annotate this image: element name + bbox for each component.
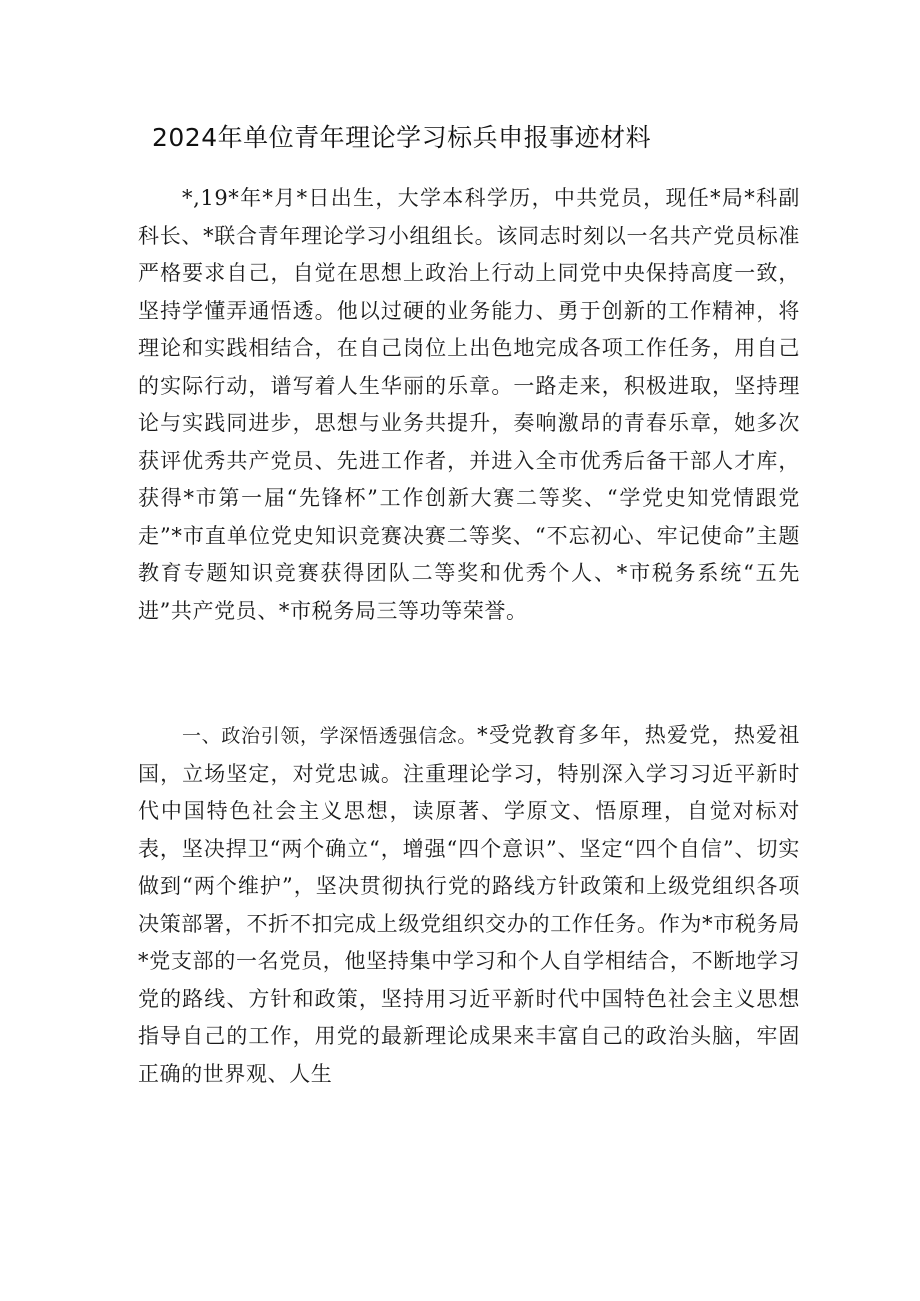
section-1-body: *受党教育多年，热爱党，热爱祖国，立场坚定，对党忠诚。注重理论学习，特别深入学习习近平新时代中国特色社会主义思想，读原著、学原文、悟原理，自觉对标对表，坚决捍卫“两个确立“，增强“四个意识”、坚定“四个自信”、切实做到“两个维护”，坚决贯彻执行党的路线方针政策和上级党组织各项决策部署，不折不扣完成上级党组织交办的工作任务。作为*市税务局*党支部的一名党员，他坚持集中学习和个人自学相结合，不断地学习党的路线、方针和政策，坚持用习近平新时代中国特色社会主义思想指导自己的工作，用党的最新理论成果来丰富自己的政治头脑，牢固正确的世界观、人生 <box>138 723 800 1086</box>
intro-paragraph: *,19*年*月*日出生，大学本科学历，中共党员，现任*局*科副科长、*联合青年理论学习小组组长。该同志时刻以一名共产党员标准严格要求自己，自觉在思想上政治上行动上同党中央保持高度一致，坚持学懂弄通悟透。他以过硬的业务能力、勇于创新的工作精神，将理论和实践相结合，在自己岗位上出色地完成各项工作任务，用自己的实际行动，谱写着人生华丽的乐章。一路走来，积极进取，坚持理论与实践同进步，思想与业务共提升，奏响激昂的青春乐章，她多次获评优秀共产党员、先进工作者，并进入全市优秀后备干部人才库，获得*市第一届“先锋杯”工作创新大赛二等奖、“学党史知党情跟党走”*市直单位党史知识竞赛决赛二等奖、“不忘初心、牢记使命”主题教育专题知识竞赛获得团队二等奖和优秀个人、*市税务系统“五先进”共产党员、*市税务局三等功等荣誉。 <box>138 186 800 623</box>
section-1-heading: 一、政治引领，学深悟透强信念。 <box>182 725 478 747</box>
section-1-paragraph <box>138 717 800 1093</box>
document-title: 2024年单位青年理论学习标兵申报事迹材料 <box>152 123 652 152</box>
